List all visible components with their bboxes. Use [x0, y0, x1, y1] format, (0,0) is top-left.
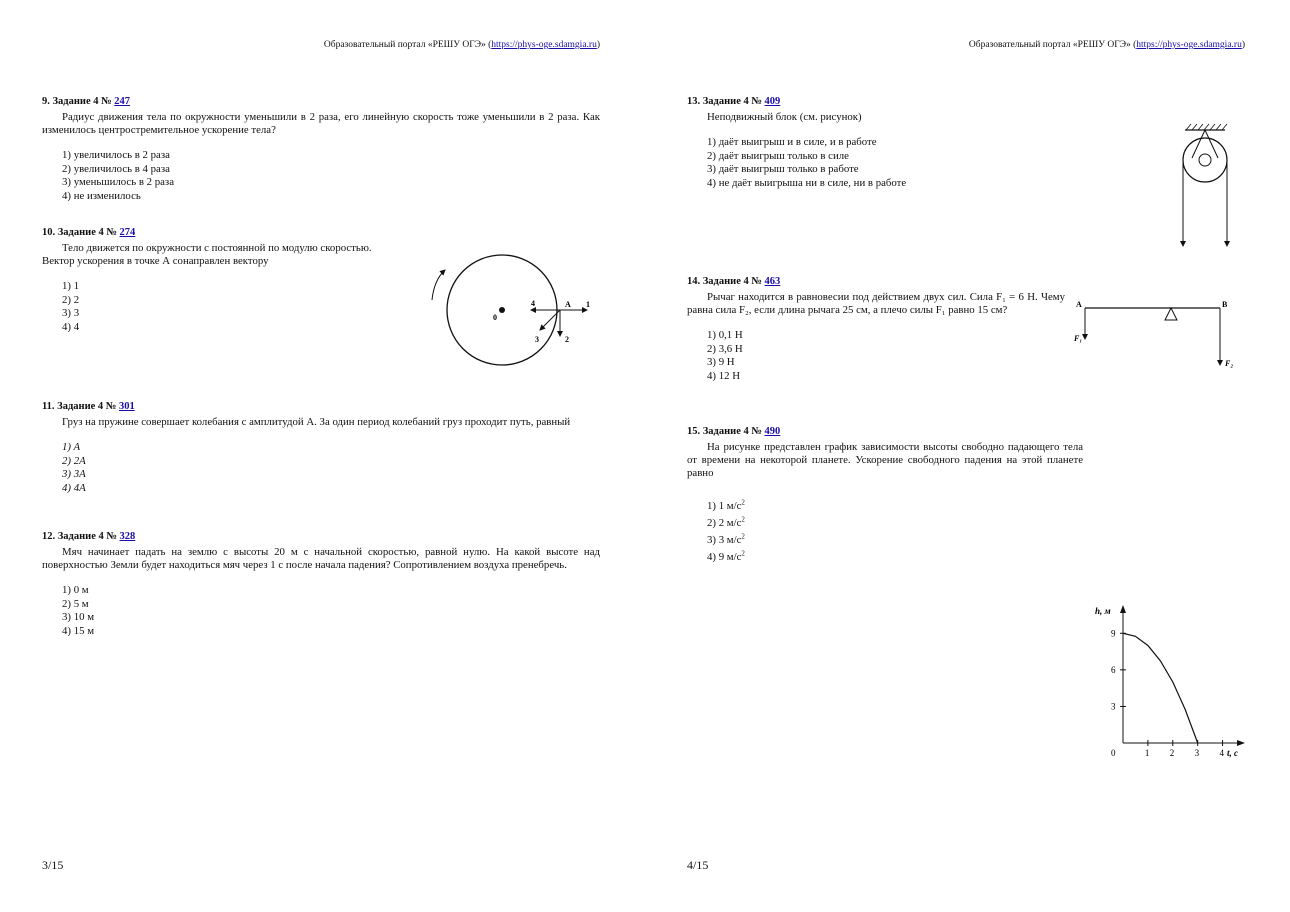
- question-text: На рисунке представлен график зависимости высоты свободно падающего тела от времени на некоторой планете. Ускорение свободного падения на этой планете равно: [687, 441, 1083, 479]
- task-number-link[interactable]: 409: [764, 96, 781, 107]
- circle-motion-figure: [425, 245, 600, 370]
- x-axis-arrow: [1237, 740, 1245, 746]
- option: 2) даёт выигрыш только в силе: [707, 149, 849, 162]
- option: 3) 3 $м/с^2$: [707, 532, 745, 546]
- task-title: 10. Задание 4 № 274: [42, 227, 136, 238]
- task-title: 9. Задание 4 № 247: [42, 96, 131, 107]
- option: 4) 9 $м/с^2$: [707, 549, 745, 563]
- answer-options: [687, 329, 1065, 383]
- option: 4) не даёт выигрыша ни в силе, ни в работе: [707, 176, 907, 189]
- option: 2) 2A: [62, 454, 86, 467]
- task-number-link[interactable]: 463: [764, 276, 781, 287]
- pulley-wheel: [1183, 138, 1227, 182]
- option: 2) 5 м: [62, 597, 89, 610]
- portal-link[interactable]: https://phys-oge.sdamgia.ru: [491, 40, 597, 50]
- fulcrum: [1165, 308, 1177, 320]
- option: 2) 3,6 Н: [707, 342, 743, 355]
- question-text: Тело движется по окружности с постоянной по модулю скоростью.: [62, 242, 372, 254]
- lever-figure: [1070, 295, 1245, 375]
- option: 4) 4: [62, 320, 80, 333]
- option: 3) 3A: [62, 468, 86, 481]
- option: 1) увеличилось в 2 раза: [62, 149, 170, 161]
- answer-options: [687, 136, 1087, 190]
- task-title: 15. Задание 4 № 490: [687, 426, 781, 437]
- question-text: Рычаг находится в равновесии под действием двух сил. Сила F₁ = 6 Н. Чему равна сила F₂, если длина рычага 25 см, а плечо силы F₁ равно 15 см?: [687, 291, 1065, 316]
- label-2: 2: [565, 335, 569, 344]
- option: 2) 2: [62, 293, 80, 306]
- y-tick-label: 6: [1111, 664, 1116, 675]
- y-tick-label: 3: [1111, 701, 1116, 712]
- task-number-link[interactable]: 490: [764, 426, 781, 437]
- task-13: [687, 95, 1087, 190]
- answer-options: [42, 584, 600, 638]
- vector-3: [540, 310, 560, 330]
- f1-label: F₁: [1074, 334, 1083, 343]
- question-text: Мяч начинает падать на землю с высоты 20 м с начальной скоростью, равной нулю. На какой высоте над поверхностью Земли будет находиться мяч через 1 с после начала падения? Сопротивлением воздуха пренебречь.: [42, 546, 600, 571]
- label-3: 3: [535, 335, 539, 344]
- point-b-label: B: [1222, 300, 1228, 309]
- question-text: Груз на пружине совершает колебания с амплитудой A. За один период колебаний груз проходит путь, равный: [62, 416, 571, 428]
- task-number-link[interactable]: 247: [114, 96, 131, 107]
- page-number: 4/15: [687, 858, 709, 872]
- task-10: [42, 226, 442, 334]
- option: 2) 2 $м/с^2$: [707, 515, 745, 529]
- task-9: [42, 95, 600, 203]
- x-tick-label: 0: [1111, 748, 1116, 758]
- task-number-link[interactable]: 274: [119, 227, 136, 238]
- option: 1) 0,1 Н: [707, 329, 743, 341]
- y-axis-label: h, м: [1095, 606, 1111, 616]
- option: 1) 1: [62, 280, 80, 292]
- question-text: Радиус движения тела по окружности уменьшили в 2 раза, его линейную скорость тоже уменьшили в 2 раза. Как изменилось центростремительное ускорение тела?: [42, 111, 600, 136]
- answer-options: [42, 441, 600, 495]
- ceiling-hatching: [1186, 124, 1227, 130]
- pulley-axle: [1199, 154, 1211, 166]
- x-axis-label: t, c: [1227, 748, 1238, 758]
- task-11: [42, 400, 600, 495]
- option: 2) увеличилось в 4 раза: [62, 162, 170, 175]
- answer-options: [42, 149, 600, 203]
- point-a-label: A: [1076, 300, 1082, 309]
- option: 4) не изменилось: [62, 189, 141, 202]
- page-4: [645, 0, 1290, 912]
- task-title: 11. Задание 4 № 301: [42, 401, 135, 412]
- y-tick-label: 9: [1111, 628, 1116, 639]
- x-tick-label: 2: [1169, 748, 1175, 758]
- y-axis-arrow: [1120, 605, 1126, 613]
- label-1: 1: [586, 300, 590, 309]
- header-text: Образовательный портал «РЕШУ ОГЭ» (: [968, 40, 1137, 50]
- task-14: [687, 275, 1065, 383]
- rotation-arrow: [432, 270, 445, 300]
- header-text: Образовательный портал «РЕШУ ОГЭ» (: [323, 40, 492, 50]
- option: 4) 15 м: [62, 624, 95, 637]
- label-a: A: [565, 300, 571, 309]
- option: 3) 9 Н: [707, 356, 735, 369]
- task-title: 13. Задание 4 № 409: [687, 96, 781, 107]
- page-number: 3/15: [42, 858, 64, 872]
- height-time-chart: [1085, 600, 1245, 760]
- option: 1) даёт выигрыш и в силе, и в работе: [707, 136, 877, 148]
- option: 3) уменьшилось в 2 раза: [62, 176, 174, 189]
- option: 1) 1 $м/с^2$: [707, 498, 745, 512]
- task-number-link[interactable]: 328: [119, 531, 136, 542]
- task-title: 14. Задание 4 № 463: [687, 276, 781, 287]
- question-text: Неподвижный блок (см. рисунок): [707, 111, 862, 123]
- option: 1) 0 м: [62, 584, 89, 596]
- answer-options: [687, 498, 1083, 566]
- task-title: 12. Задание 4 № 328: [42, 531, 136, 542]
- x-tick-label: 1: [1144, 748, 1150, 758]
- x-tick-label: 3: [1194, 748, 1200, 758]
- label-0: 0: [493, 313, 497, 322]
- page-header: Образовательный портал «РЕШУ ОГЭ» (https://phys-oge.sdamgia.ru): [968, 40, 1245, 50]
- task-number-link[interactable]: 301: [118, 401, 135, 412]
- page-header: Образовательный портал «РЕШУ ОГЭ» (https://phys-oge.sdamgia.ru): [323, 40, 600, 50]
- portal-link[interactable]: https://phys-oge.sdamgia.ru: [1136, 40, 1242, 50]
- option: 3) 3: [62, 307, 80, 320]
- task-15: [687, 425, 1083, 566]
- option: 1) A: [62, 441, 81, 453]
- fixed-pulley-figure: [1170, 118, 1245, 253]
- x-tick-label: 4: [1219, 748, 1225, 758]
- option: 4) 4A: [62, 481, 86, 494]
- answer-options: [42, 280, 442, 334]
- label-4: 4: [531, 299, 535, 308]
- question-text: Вектор ускорения в точке А сонаправлен вектору: [42, 255, 269, 267]
- series-line: [1123, 633, 1198, 743]
- option: 4) 12 Н: [707, 369, 740, 382]
- center-point: [499, 307, 505, 313]
- f2-label: F₂: [1225, 359, 1234, 368]
- option: 3) даёт выигрыш только в работе: [707, 163, 859, 176]
- task-12: [42, 530, 600, 638]
- option: 3) 10 м: [62, 611, 95, 624]
